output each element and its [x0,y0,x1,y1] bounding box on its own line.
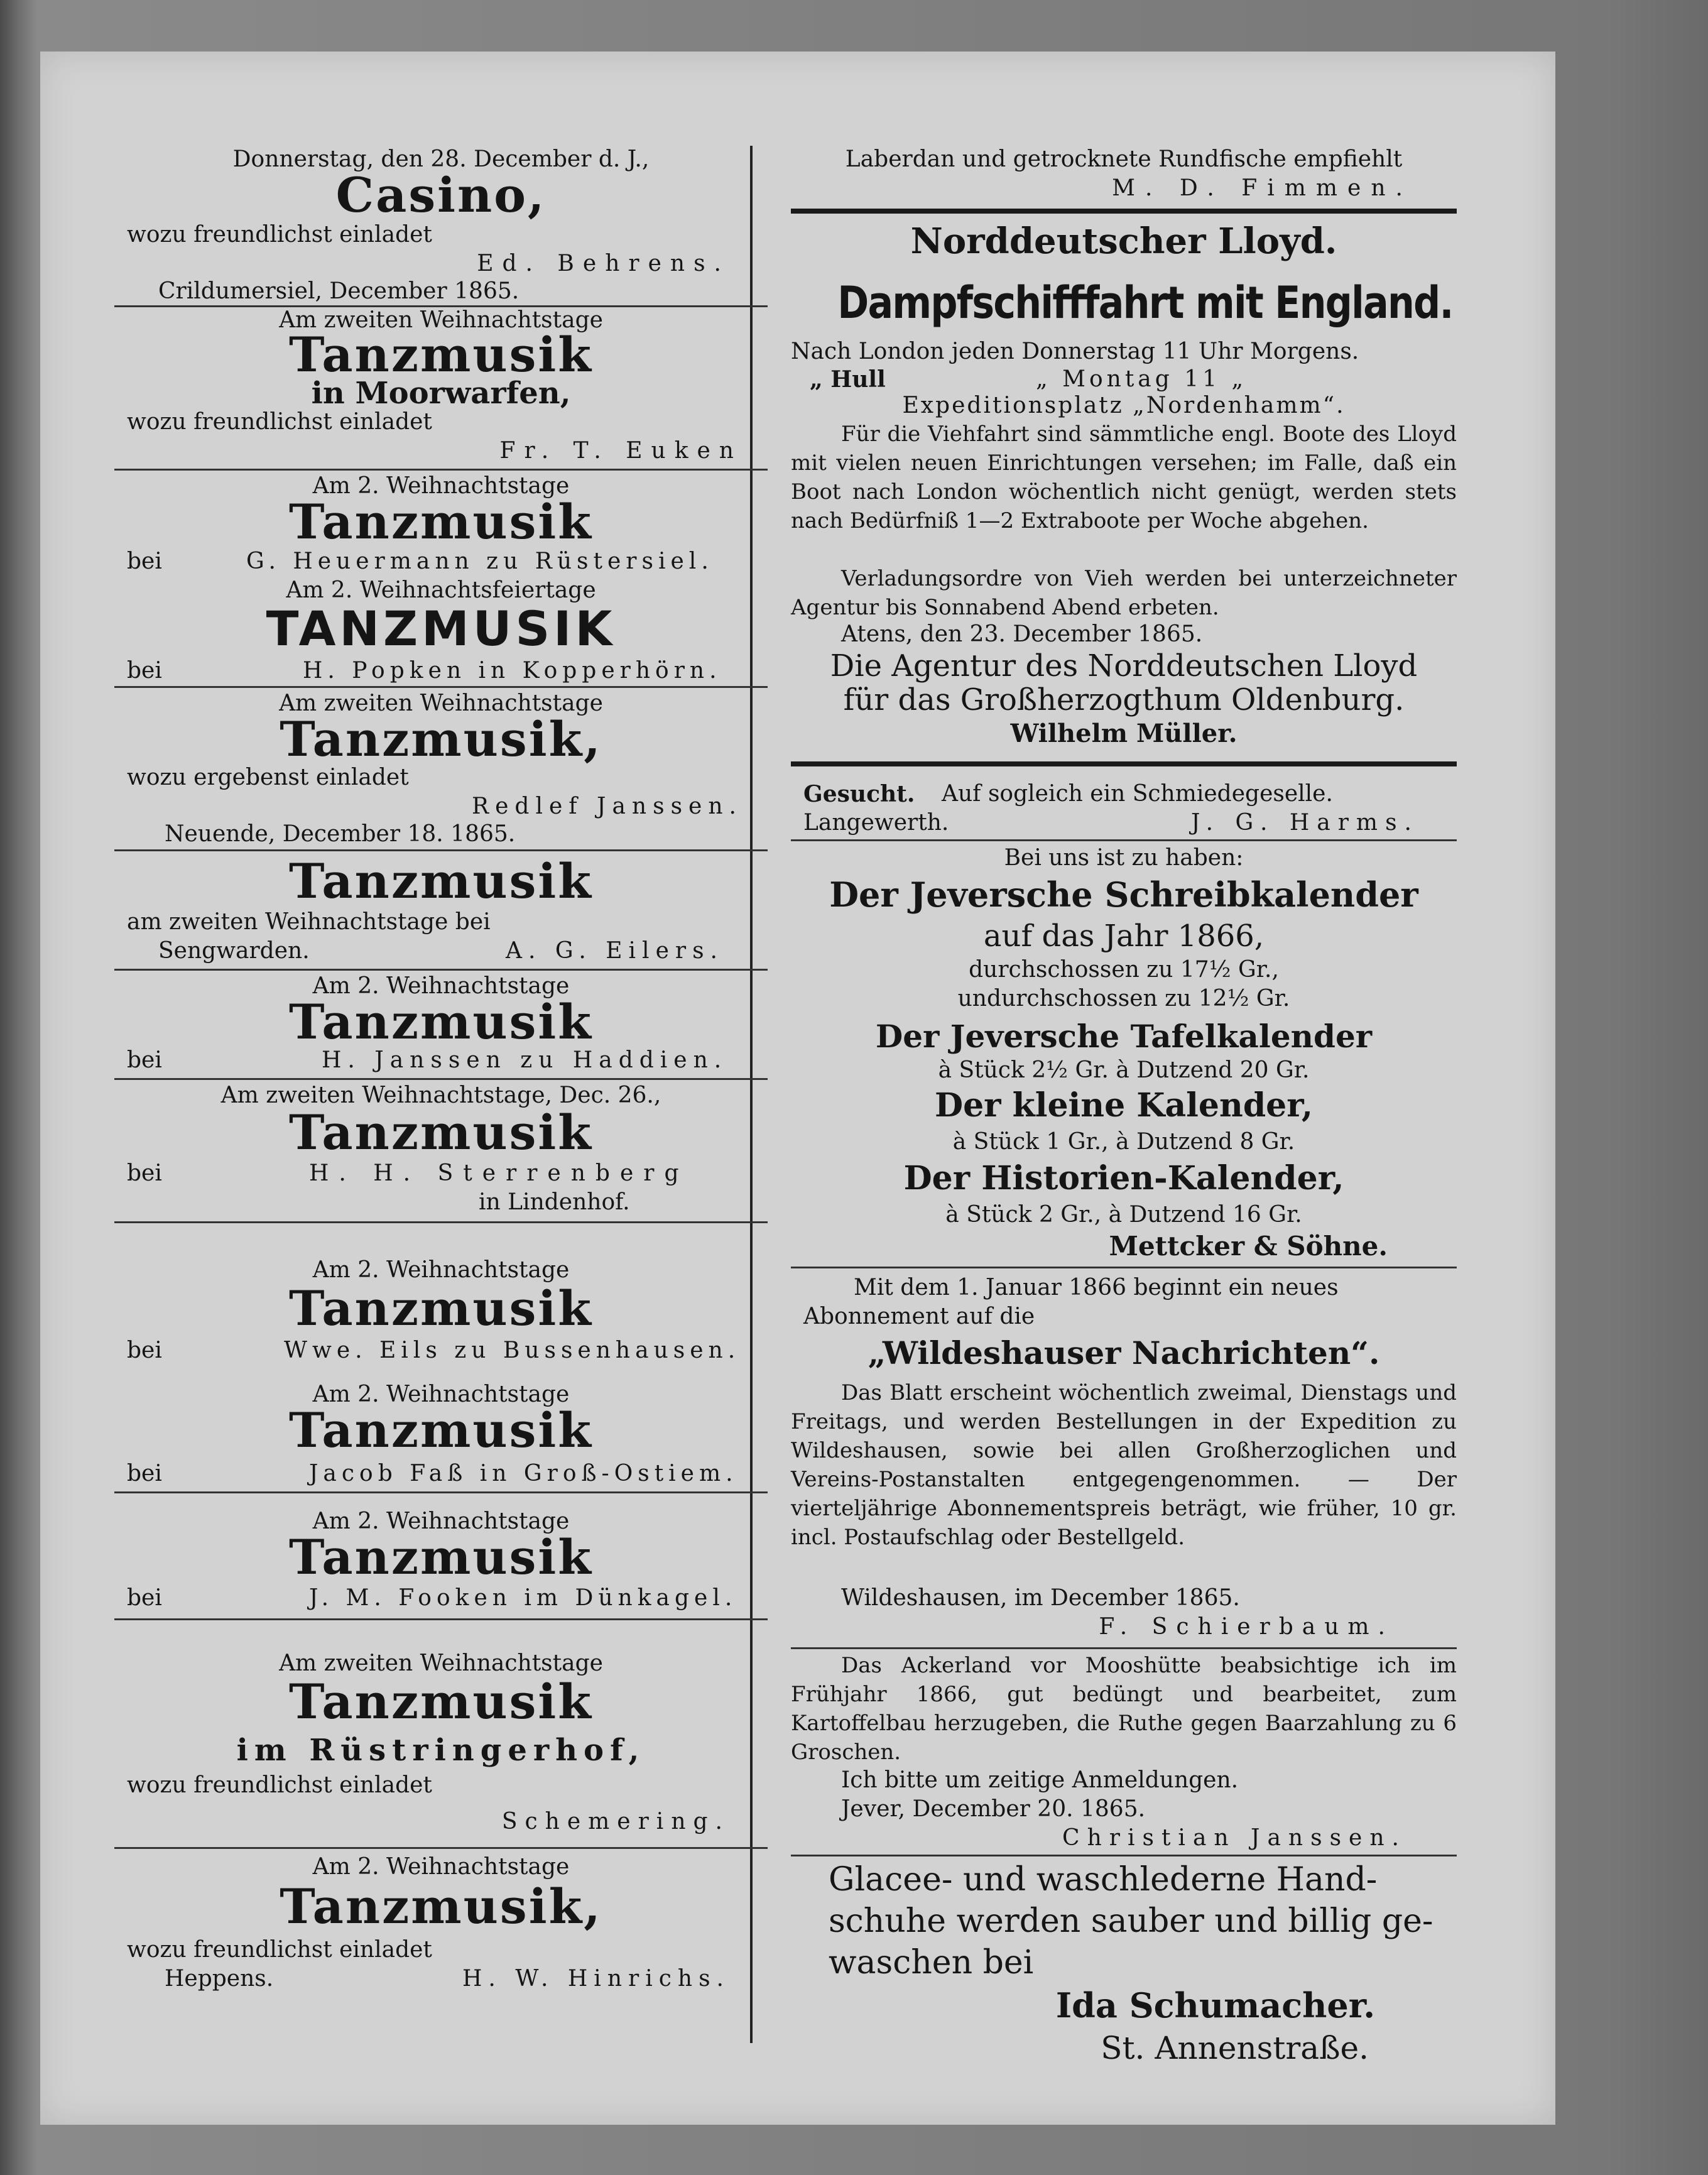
ad-host: Schemering. [501,1809,730,1834]
ad-title: Tanzmusik [289,494,593,550]
handschuhe-sign: Ida Schumacher. [1055,1985,1375,2025]
ad-by: bei [127,658,162,684]
ad-title: Tanzmusik [289,327,593,383]
casino-title: Casino, [335,167,547,223]
wildeshauser-title: „Wildeshauser Nachrichten“. [868,1334,1380,1371]
kalender-sign: Mettcker & Söhne. [1109,1231,1388,1262]
separator [114,686,768,688]
lloyd-subtitle: Dampfschifffahrt mit England. [837,277,1453,329]
kalender-title1b: auf das Jahr 1866, [983,919,1265,954]
lloyd-agentur2: für das Großherzogthum Oldenburg. [843,682,1405,717]
ad-by: bei [127,1160,162,1186]
ad-host: H. H. Sterrenberg [309,1160,689,1186]
ad-host: H. Janssen zu Haddien. [322,1047,728,1073]
lloyd-body2: Verladungsordre von Vieh werden bei unterzeichneter Agentur bis Sonnabend Abend erbeten. [791,566,1457,620]
ad-by: bei [127,1047,162,1073]
separator [791,1647,1457,1649]
ad-day: Am 2. Weihnachtstage [312,973,570,999]
ad-by: bei [127,1585,162,1611]
ackerland-date: Jever, December 20. 1865. [841,1796,1146,1822]
separator [114,1078,768,1080]
casino-host: Ed. Behrens. [477,251,730,276]
lloyd-agentur1: Die Agentur des Norddeutschen Lloyd [830,648,1418,684]
separator [114,849,768,851]
ad-invite: wozu freundlichst einladet [127,1937,432,1963]
ad-title: Tanzmusik, [280,1878,602,1934]
separator [791,839,1457,841]
handschuhe-line1: Glacee- und waschlederne Hand- [829,1861,1378,1899]
kalender-price3: à Stück 2½ Gr. à Dutzend 20 Gr. [938,1057,1310,1083]
ad-invite: wozu ergebenst einladet [127,765,409,790]
lloyd-line3: Expeditionsplatz „Nordenhamm“. [902,393,1346,418]
ad-day: Am 2. Weihnachtstage [312,1854,570,1880]
newspaper-page [40,52,1555,2125]
ad-sub: im Rüstringerhof, [236,1733,646,1768]
handschuhe-line3: waschen bei [829,1944,1034,1981]
kalender-title1: Der Jeversche Schreibkalender [829,875,1418,915]
lloyd-line1: Nach London jeden Donnerstag 11 Uhr Morgens. [791,339,1359,364]
separator [114,469,768,471]
kalender-title3: Der kleine Kalender, [935,1086,1313,1125]
handschuhe-street: St. Annenstraße. [1101,2030,1369,2066]
handschuhe-line2: schuhe werden sauber und billig ge- [829,1902,1433,1940]
ad-day: am zweiten Weihnachtstage bei [127,909,491,935]
gesucht-sign: J. G. Harms. [1190,810,1419,836]
casino-date: Donnerstag, den 28. December d. J., [232,146,650,172]
ad-by: bei [127,1461,162,1486]
kalender-title4: Der Historien-Kalender, [903,1159,1344,1197]
wildeshauser-date: Wildeshausen, im December 1865. [841,1585,1240,1611]
lloyd-line2b: „ Montag 11 „ [1036,366,1248,392]
wildeshauser-body: Das Blatt erscheint wöchentlich zweimal, Dienstags und Freitags, und werden Bestellungen in der Expedition zu Wildeshausen, sowie bei allen Großherzoglichen und Vereins-Postanstalten entgegengenommen. — Der vierteljährige Abonnementspreis beträgt, wie früher, 10 gr. incl. Postaufschlag oder Bestellgeld. [791,1380,1457,1550]
ackerland-body: Das Ackerland vor Mooshütte beabsichtige ich im Frühjahr 1866, gut bedüngt und bearbeitet, zum Kartoffelbau herzugeben, die Ruthe gegen Baarzahlung zu 6 Groschen. [791,1653,1457,1765]
kalender-price5: à Stück 2 Gr., à Dutzend 16 Gr. [945,1202,1302,1228]
ad-day: Am zweiten Weihnachtstage, Dec. 26., [220,1082,661,1108]
separator [114,1618,768,1620]
separator [114,1491,768,1493]
lloyd-body: Für die Viehfahrt sind sämmtliche engl. Boote des Lloyd mit vielen neuen Einrichtungen versehen; im Falle, daß ein Boot nach London wöchentlich nicht genügt, werden stets nach Bedürfniß 1—2 Extraboote per Woche abgehen. [791,422,1457,533]
separator [791,1855,1457,1856]
ad-title: Tanzmusik [289,1674,593,1730]
ackerland-sign: Christian Janssen. [1062,1825,1406,1851]
ad-by: bei [127,548,162,574]
ad-day: Am 2. Weihnachtstage [312,473,570,499]
double-rule [791,209,1457,214]
ad-title: Tanzmusik [289,853,593,909]
gesucht-place: Langewerth. [803,810,949,836]
ad-host-place: in Lindenhof. [479,1189,630,1215]
ad-host: Fr. T. Euken [499,438,742,464]
kalender-price2: undurchschossen zu 12½ Gr. [957,986,1290,1011]
ad-day: Am zweiten Weihnachtstage [279,690,603,716]
ad-day: Am 2. Weihnachtsfeiertage [286,577,596,603]
ad-day: Am zweiten Weihnachtstage [279,1650,603,1676]
ad-title: Tanzmusik [289,994,593,1050]
double-rule [791,761,1457,766]
ad-title: Tanzmusik [289,1280,593,1336]
ad-day: Am zweiten Weihnachtstage [279,307,603,333]
kalender-title2: Der Jeversche Tafelkalender [875,1018,1373,1055]
lloyd-date: Atens, den 23. December 1865. [841,621,1203,647]
wildeshauser-intro2: Abonnement auf die [803,1304,1035,1329]
gesucht-head: Gesucht. [803,781,915,807]
ad-host: G. Heuermann zu Rüstersiel. [246,548,714,574]
ad-place: Heppens. [165,1966,274,1992]
ad-invite: wozu freundlichst einladet [127,409,432,435]
ad-host: Wwe. Eils zu Bussenhausen. [284,1338,741,1363]
ad-host: A. G. Eilers. [506,938,724,964]
ad-invite: wozu freundlichst einladet [127,1772,432,1798]
casino-place-date: Crildumersiel, December 1865. [158,278,519,304]
ad-day: Am 2. Weihnachtstage [312,1508,570,1534]
ad-sub: in Moorwarfen, [311,376,571,411]
separator [791,1267,1457,1268]
ackerland-note: Ich bitte um zeitige Anmeldungen. [841,1767,1239,1793]
laberdan-sign: M. D. Fimmen. [1112,175,1413,201]
ad-place: Sengwarden. [158,938,310,964]
ad-host: Redlef Janssen. [471,793,742,819]
laberdan-text: Laberdan und getrocknete Rundfische empfiehlt [845,146,1403,172]
lloyd-title: Norddeutscher Lloyd. [910,221,1337,262]
ad-title: Tanzmusik [289,1402,593,1458]
lloyd-sign: Wilhelm Müller. [1010,719,1237,748]
separator [114,1221,768,1223]
separator [114,1847,768,1849]
ad-host: H. Popken in Kopperhörn. [303,658,722,684]
ad-host: J. M. Fooken im Dünkagel. [309,1585,737,1611]
gesucht-text: Auf sogleich ein Schmiedegeselle. [942,781,1333,807]
wildeshauser-intro1: Mit dem 1. Januar 1866 beginnt ein neues [854,1275,1339,1300]
ad-place-date: Neuende, December 18. 1865. [165,821,516,847]
kalender-price4: à Stück 1 Gr., à Dutzend 8 Gr. [952,1129,1295,1155]
casino-invite: wozu freundlichst einladet [127,222,432,248]
ad-title: Tanzmusik, [280,711,602,767]
ad-title: Tanzmusik [289,1104,593,1160]
kalender-intro: Bei uns ist zu haben: [1004,845,1244,871]
ad-day: Am 2. Weihnachtstage [312,1257,570,1283]
ad-by: bei [127,1338,162,1363]
ad-title: TANZMUSIK [266,601,616,657]
ad-host: Jacob Faß in Groß-Ostiem. [309,1461,738,1486]
ad-title: Tanzmusik [289,1529,593,1585]
ad-day: Am 2. Weihnachtstage [312,1382,570,1407]
kalender-price1: durchschossen zu 17½ Gr., [969,957,1279,983]
ad-host: H. W. Hinrichs. [462,1966,730,1992]
separator [114,969,768,971]
wildeshauser-sign: F. Schierbaum. [1099,1614,1394,1640]
lloyd-line2a: „ Hull [810,366,886,393]
